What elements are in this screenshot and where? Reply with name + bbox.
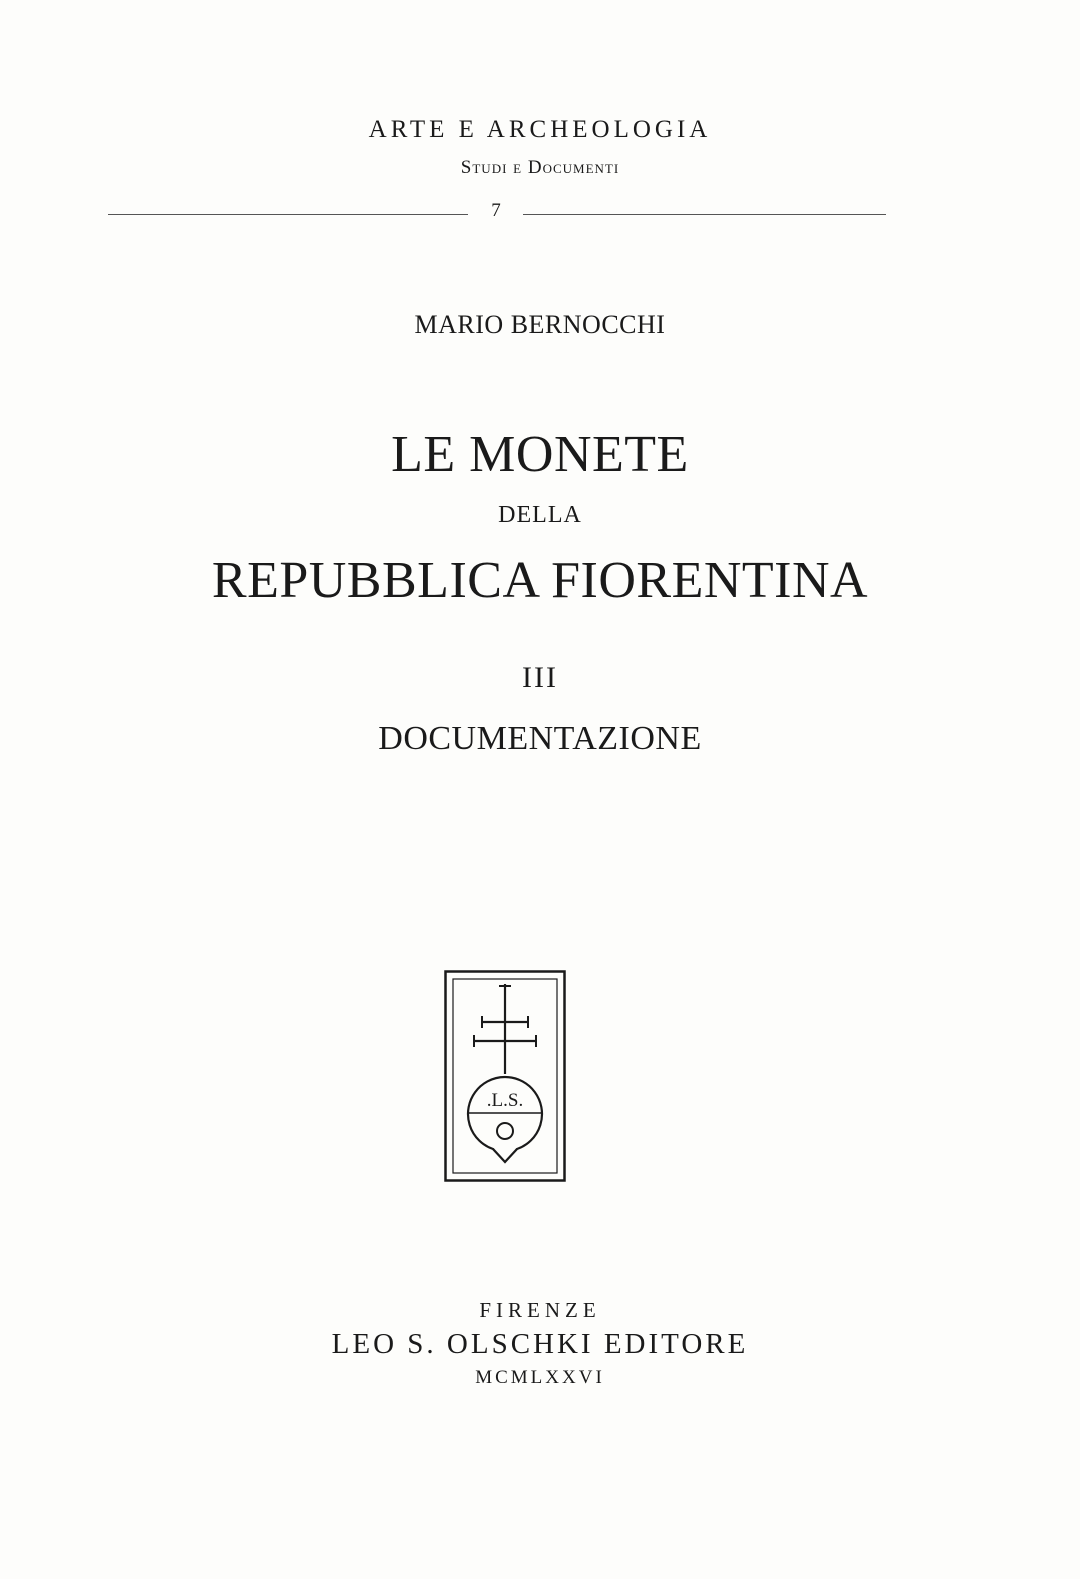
- divider-left: [108, 214, 468, 215]
- series-title: ARTE E ARCHEOLOGIA: [368, 116, 712, 143]
- book-title-line-3: REPUBBLICA FIORENTINA: [211, 552, 869, 609]
- publisher-mark-letters: .L.S.: [486, 1090, 524, 1111]
- series-subtitle: Studi e Documenti: [460, 157, 620, 178]
- author-name: MARIO BERNOCCHI: [414, 310, 666, 339]
- imprint-year: MCMLXXVI: [475, 1367, 605, 1388]
- publisher-cross-emblem-icon: [444, 970, 566, 1182]
- volume-title: DOCUMENTAZIONE: [378, 720, 702, 757]
- series-number: 7: [491, 200, 501, 221]
- book-title-line-2: DELLA: [498, 502, 582, 528]
- imprint-city: FIRENZE: [479, 1298, 601, 1322]
- book-title-line-1: LE MONETE: [391, 426, 689, 483]
- divider-right: [523, 214, 886, 215]
- volume-number: III: [522, 661, 558, 694]
- imprint-publisher: LEO S. OLSCHKI EDITORE: [331, 1328, 749, 1360]
